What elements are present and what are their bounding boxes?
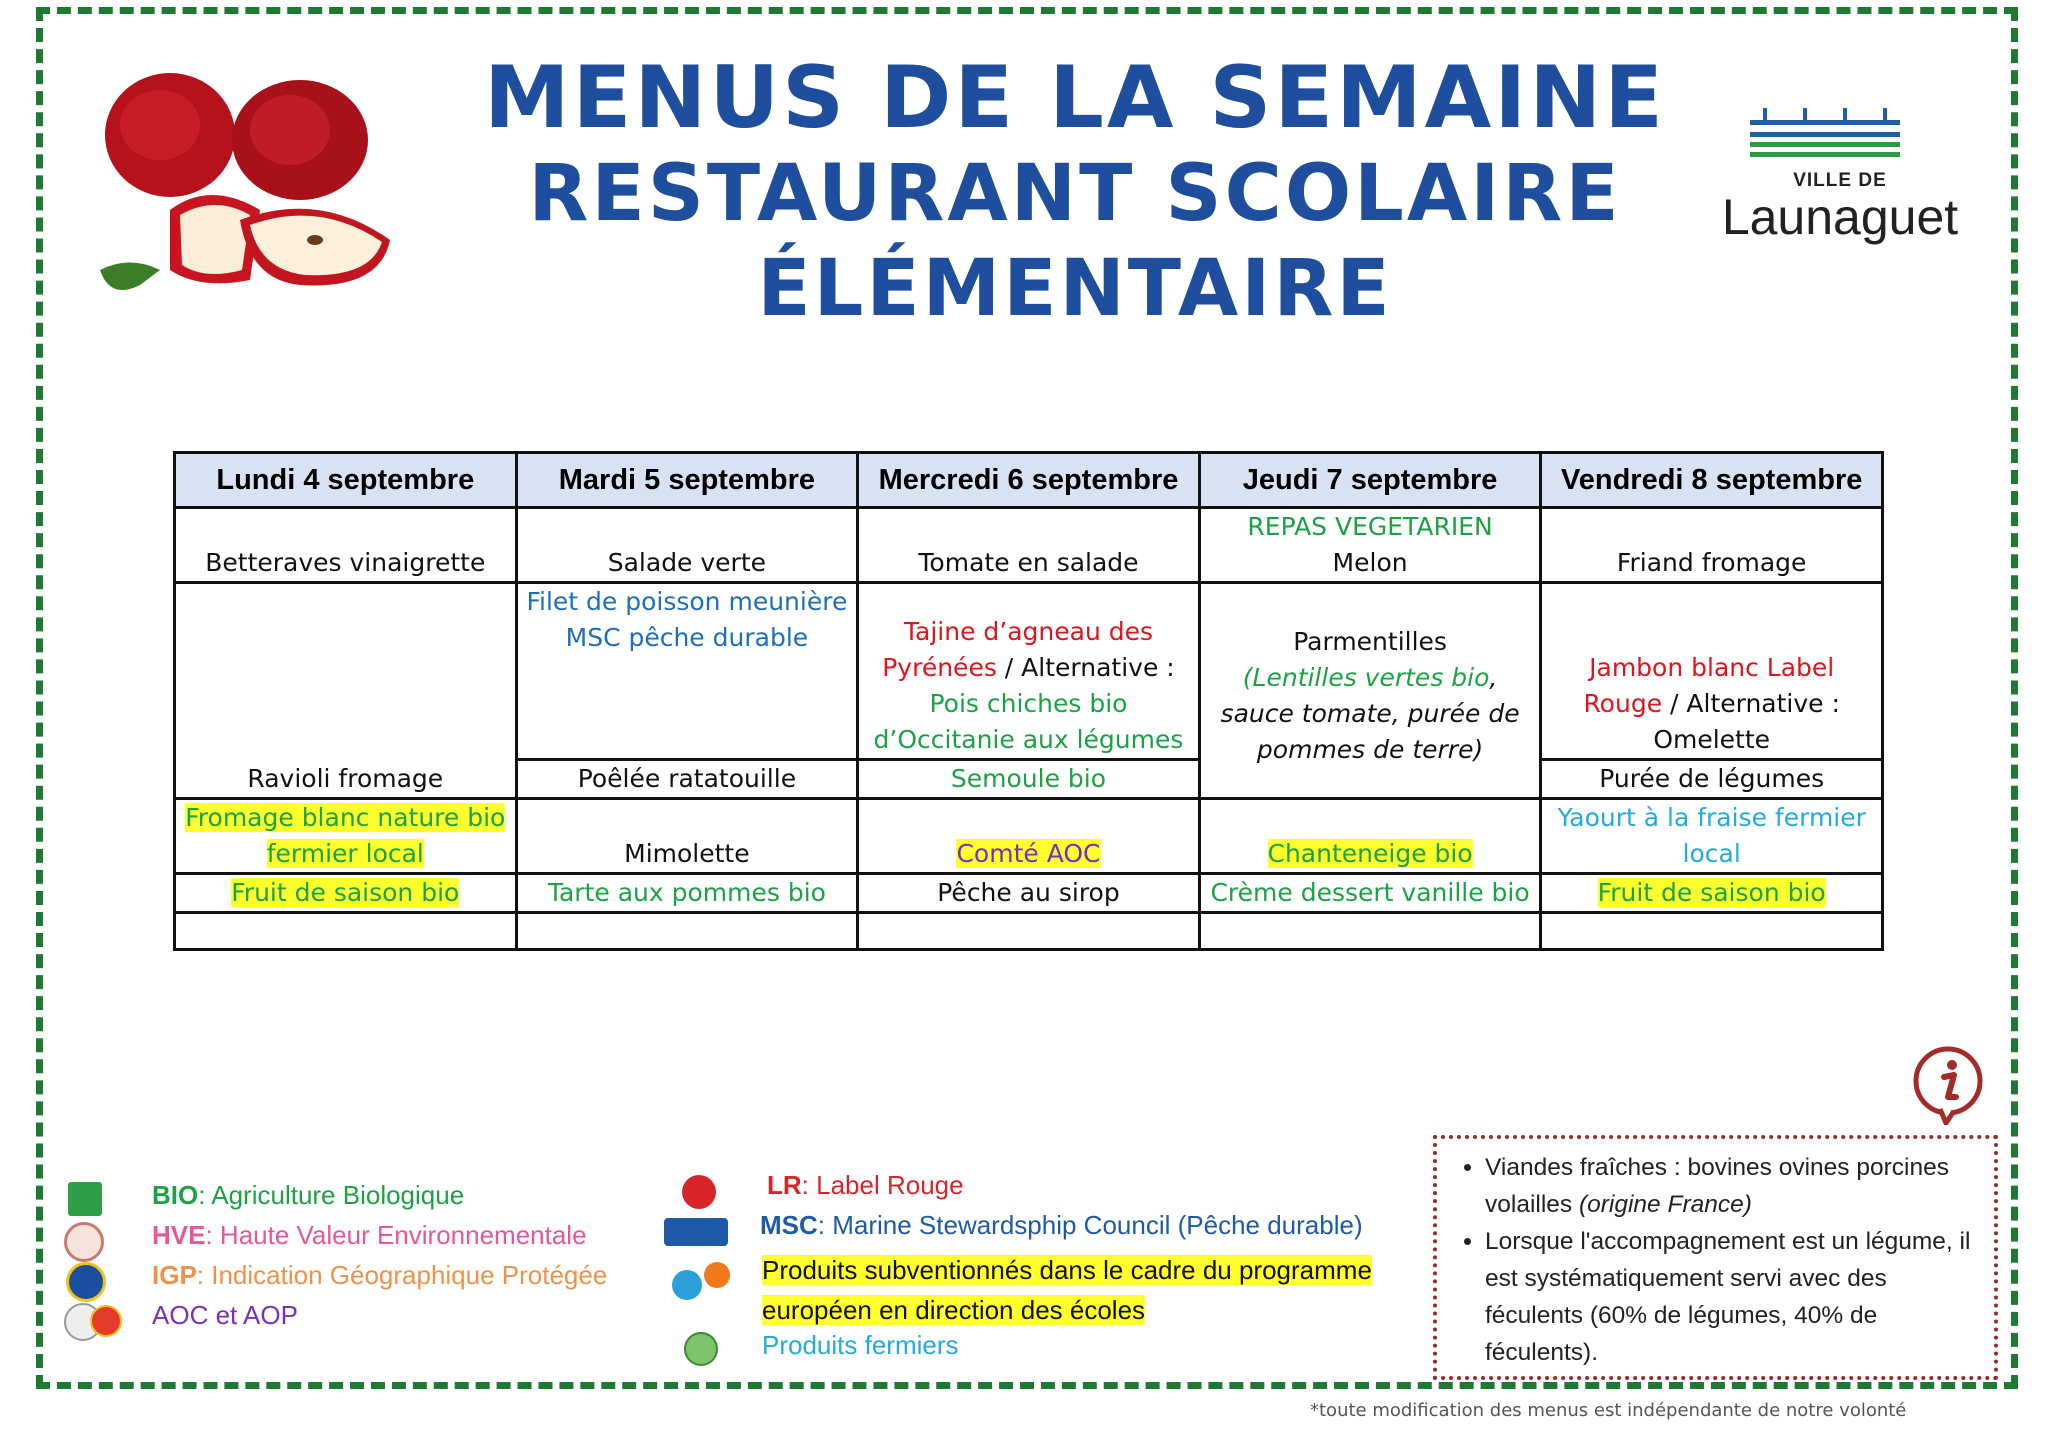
entree-cell: Friand fromage [1541, 508, 1883, 583]
accompagnement-cell: Semoule bio [858, 759, 1200, 798]
title-line-3: ÉLÉMENTAIRE [757, 244, 1393, 334]
laitage-cell: Mimolette [516, 799, 858, 874]
notes-box [1433, 1135, 1998, 1380]
legend-hve [152, 1220, 587, 1251]
legend-igp [152, 1260, 607, 1291]
title-line-2: RESTAURANT SCOLAIRE [528, 149, 1622, 239]
city-logo [1715, 98, 1965, 248]
laitage-text: Comté AOC [956, 839, 1101, 868]
day-header: Mercredi 6 septembre [858, 453, 1200, 508]
legend-key: MSC [760, 1210, 818, 1240]
day-header: Lundi 4 septembre [175, 453, 517, 508]
dessert-cell [175, 874, 517, 913]
label-rouge-icon [682, 1175, 716, 1209]
entree-row [175, 508, 1883, 583]
plat-main: Jambon blanc Label Rouge [1583, 652, 1835, 718]
legend-text: : Label Rouge [801, 1170, 964, 1200]
laitage-cell [175, 799, 517, 874]
plat-alternative: Pois chiches bio d’Occitanie aux légumes [873, 688, 1184, 754]
empty-row [175, 913, 1883, 950]
vegetarian-tag: REPAS VEGETARIEN [1247, 512, 1493, 541]
legend-text: : Agriculture Biologique [198, 1180, 465, 1210]
legend-text: Produits fermiers [762, 1330, 959, 1360]
laitage-cell [1199, 799, 1541, 874]
plat-row [175, 583, 1883, 760]
logo-prefix: VILLE DE [1793, 170, 1887, 191]
legend-text: : Haute Valeur Environnementale [205, 1220, 587, 1250]
legend-key: LR [767, 1170, 802, 1200]
dessert-cell: Tarte aux pommes bio [516, 874, 858, 913]
empty-cell [516, 913, 858, 950]
note-item: • Lorsque l'accompagnement est un légume, il est systématiquement servi avec des féculents (60% de légumes, 40% de féculents). [1485, 1223, 1974, 1371]
legend-subventions [762, 1250, 1372, 1330]
dessert-cell: Crème dessert vanille bio [1199, 874, 1541, 913]
day-header: Mardi 5 septembre [516, 453, 858, 508]
legend-text: Produits subventionnés dans le cadre du programme [762, 1255, 1372, 1285]
accompagnement-cell: Poêlée ratatouille [516, 759, 858, 798]
dessert-row [175, 874, 1883, 913]
legend-msc [760, 1210, 1363, 1241]
plat-cell: Filet de poisson meunière MSC pêche durable [516, 583, 858, 760]
msc-icon [664, 1218, 728, 1246]
legend-lr [767, 1170, 964, 1201]
accompagnement-cell: Purée de légumes [1541, 759, 1883, 798]
laitage-text: Fromage blanc nature bio fermier local [185, 803, 506, 868]
plat-cell [1541, 583, 1883, 760]
info-icon [1910, 1045, 1990, 1125]
plat-main: Parmentilles [1293, 627, 1447, 656]
apples-illustration [100, 70, 400, 300]
legend-key: HVE [152, 1220, 206, 1250]
legend-text: européen en direction des écoles [762, 1295, 1146, 1325]
eu-school-program-icon [672, 1270, 702, 1300]
entree-cell [1199, 508, 1541, 583]
plat-main: Tajine d’agneau des Pyrénées [882, 616, 1154, 682]
dessert-text: Fruit de saison bio [1597, 878, 1826, 907]
footer-disclaimer: *toute modification des menus est indépendante de notre volonté [1310, 1400, 1907, 1421]
igp-icon [66, 1262, 106, 1302]
title-line-1: MENUS DE LA SEMAINE [484, 48, 1666, 148]
ab-bio-icon [68, 1182, 102, 1216]
note-text: Viandes fraîches : bovines ovines porcines volailles [1485, 1154, 1949, 1218]
plat-cell [1199, 583, 1541, 799]
produits-fermiers-icon [684, 1332, 718, 1366]
day-header-row [175, 453, 1883, 508]
legend-text: AOC et AOP [152, 1300, 298, 1330]
plat-separator: / Alternative : [1662, 688, 1840, 718]
logo-city-name: Launaguet [1721, 189, 1959, 245]
legend-key: IGP [152, 1260, 197, 1290]
plat-detail: , sauce tomate, purée de pommes de terre) [1220, 663, 1520, 764]
empty-cell [1199, 913, 1541, 950]
empty-cell [1541, 913, 1883, 950]
plat-cell: Ravioli fromage [175, 583, 517, 799]
day-header: Jeudi 7 septembre [1199, 453, 1541, 508]
note-text-italic: (origine France) [1578, 1191, 1752, 1218]
hve-icon [64, 1222, 104, 1262]
entree-cell: Tomate en salade [858, 508, 1200, 583]
menu-table [173, 451, 1884, 951]
note-item [1485, 1149, 1974, 1223]
empty-cell [858, 913, 1200, 950]
entree-cell: Betteraves vinaigrette [175, 508, 517, 583]
entree-text: Melon [1332, 548, 1408, 577]
laitage-text: Chanteneige bio [1267, 839, 1473, 868]
legend-fermiers [762, 1330, 959, 1361]
entree-cell: Salade verte [516, 508, 858, 583]
castle-icon [1715, 98, 1965, 168]
fruit-icon [704, 1262, 730, 1288]
dessert-cell [1541, 874, 1883, 913]
aop-icon [90, 1305, 122, 1337]
legend-bio [152, 1180, 464, 1211]
dessert-text: Fruit de saison bio [231, 878, 460, 907]
plat-separator: / Alternative : [996, 652, 1175, 682]
laitage-row [175, 799, 1883, 874]
plat-alternative: Omelette [1653, 724, 1771, 754]
day-header: Vendredi 8 septembre [1541, 453, 1883, 508]
dessert-cell: Pêche au sirop [858, 874, 1200, 913]
legend-aoc [152, 1300, 298, 1331]
empty-cell [175, 913, 517, 950]
laitage-cell [858, 799, 1200, 874]
legend-key: BIO [152, 1180, 199, 1210]
plat-detail-bio: (Lentilles vertes bio [1242, 663, 1490, 692]
legend-text: : Marine Stewardsphip Council (Pêche durable) [817, 1210, 1363, 1240]
plat-cell [858, 583, 1200, 760]
laitage-cell: Yaourt à la fraise fermier local [1541, 799, 1883, 874]
legend-text: : Indication Géographique Protégée [196, 1260, 608, 1290]
